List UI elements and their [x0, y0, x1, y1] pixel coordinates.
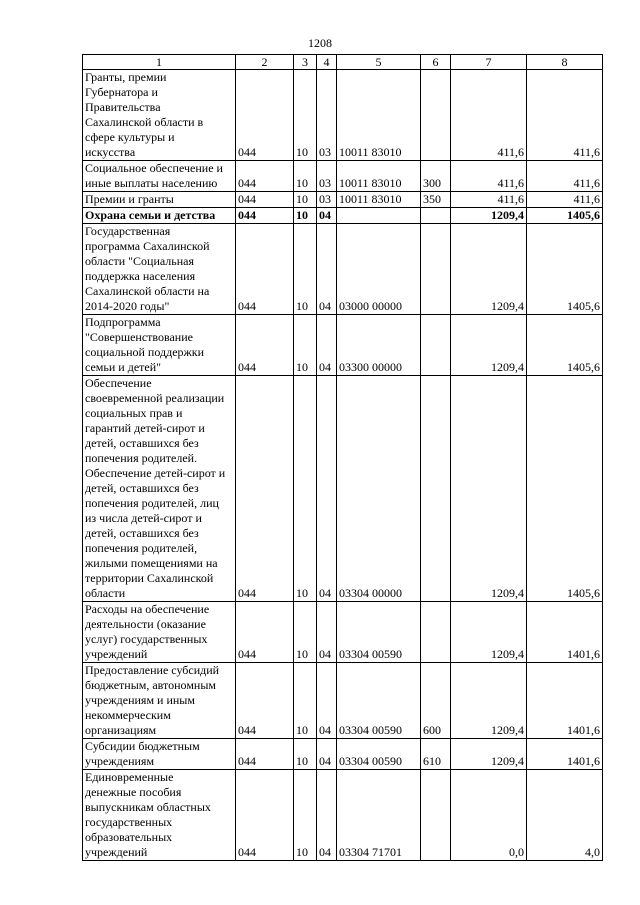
table-row [83, 602, 603, 663]
section-code-cell: 10 [294, 208, 317, 224]
ministry-code-cell: 044 [236, 208, 294, 224]
row-name-cell: Субсидии бюджетным учреждениям [83, 739, 236, 770]
table-row [83, 770, 603, 861]
target-article-code-cell [337, 208, 421, 224]
amount-year2-cell: 4,0 [527, 770, 603, 861]
ministry-code-cell: 044 [236, 315, 294, 376]
row-name-cell: Гранты, премии Губернатора и Правительства Сахалинской области в сфере культуры и искусства [83, 70, 236, 161]
amount-year2-cell: 1405,6 [527, 376, 603, 602]
table-header-row [83, 55, 603, 70]
table-row [83, 208, 603, 224]
table-row [83, 315, 603, 376]
expense-type-code-cell [421, 770, 451, 861]
target-article-code-cell: 03304 00590 [337, 739, 421, 770]
section-code-cell: 10 [294, 739, 317, 770]
ministry-code-cell: 044 [236, 770, 294, 861]
header-cell: 6 [421, 55, 451, 70]
amount-year2-cell: 1401,6 [527, 663, 603, 739]
table-row [83, 70, 603, 161]
expense-type-code-cell: 350 [421, 192, 451, 208]
amount-year1-cell: 1209,4 [451, 376, 527, 602]
amount-year1-cell: 411,6 [451, 161, 527, 192]
target-article-code-cell: 03304 71701 [337, 770, 421, 861]
table-row [83, 663, 603, 739]
amount-year2-cell: 1405,6 [527, 315, 603, 376]
amount-year2-cell: 1401,6 [527, 602, 603, 663]
table-body [83, 70, 603, 861]
row-name-cell: Обеспечение своевременной реализации социальных прав и гарантий детей-сирот и детей, оставшихся без попечения родителей. Обеспечение детей-сирот и детей, оставшихся без попечения родителей, лиц из числа детей-сирот и детей, оставшихся без попечения родителей, жилыми помещениями на территории Сахалинской области [83, 376, 236, 602]
target-article-code-cell: 03300 00000 [337, 315, 421, 376]
row-name-cell: Подпрограмма "Совершенствование социальной поддержки семьи и детей" [83, 315, 236, 376]
header-cell: 2 [236, 55, 294, 70]
header-cell: 3 [294, 55, 317, 70]
budget-table [82, 54, 603, 861]
amount-year1-cell: 0,0 [451, 770, 527, 861]
subsection-code-cell: 04 [317, 663, 337, 739]
amount-year1-cell: 411,6 [451, 70, 527, 161]
section-code-cell: 10 [294, 224, 317, 315]
row-name-cell: Предоставление субсидий бюджетным, автономным учреждениям и иным некоммерческим организациям [83, 663, 236, 739]
ministry-code-cell: 044 [236, 192, 294, 208]
amount-year1-cell: 1209,4 [451, 315, 527, 376]
table-row [83, 224, 603, 315]
row-name-cell: Премии и гранты [83, 192, 236, 208]
ministry-code-cell: 044 [236, 161, 294, 192]
subsection-code-cell: 03 [317, 70, 337, 161]
section-code-cell: 10 [294, 192, 317, 208]
amount-year1-cell: 1209,4 [451, 602, 527, 663]
table-row [83, 161, 603, 192]
subsection-code-cell: 04 [317, 770, 337, 861]
amount-year1-cell: 411,6 [451, 192, 527, 208]
ministry-code-cell: 044 [236, 602, 294, 663]
table-row [83, 376, 603, 602]
subsection-code-cell: 04 [317, 602, 337, 663]
target-article-code-cell: 10011 83010 [337, 161, 421, 192]
amount-year2-cell: 1401,6 [527, 739, 603, 770]
amount-year1-cell: 1209,4 [451, 208, 527, 224]
section-code-cell: 10 [294, 602, 317, 663]
header-cell: 5 [337, 55, 421, 70]
section-code-cell: 10 [294, 663, 317, 739]
expense-type-code-cell [421, 224, 451, 315]
expense-type-code-cell: 610 [421, 739, 451, 770]
subsection-code-cell: 04 [317, 315, 337, 376]
subsection-code-cell: 04 [317, 376, 337, 602]
section-code-cell: 10 [294, 376, 317, 602]
expense-type-code-cell [421, 376, 451, 602]
amount-year2-cell: 411,6 [527, 192, 603, 208]
ministry-code-cell: 044 [236, 224, 294, 315]
ministry-code-cell: 044 [236, 739, 294, 770]
section-code-cell: 10 [294, 315, 317, 376]
subsection-code-cell: 03 [317, 161, 337, 192]
row-name-cell: Охрана семьи и детства [83, 208, 236, 224]
page-number: 1208 [308, 36, 332, 50]
subsection-code-cell: 04 [317, 208, 337, 224]
ministry-code-cell: 044 [236, 663, 294, 739]
row-name-cell: Расходы на обеспечение деятельности (оказание услуг) государственных учреждений [83, 602, 236, 663]
target-article-code-cell: 03304 00590 [337, 602, 421, 663]
target-article-code-cell: 03000 00000 [337, 224, 421, 315]
subsection-code-cell: 03 [317, 192, 337, 208]
target-article-code-cell: 03304 00000 [337, 376, 421, 602]
section-code-cell: 10 [294, 161, 317, 192]
row-name-cell: Социальное обеспечение и иные выплаты населению [83, 161, 236, 192]
expense-type-code-cell [421, 70, 451, 161]
amount-year1-cell: 1209,4 [451, 663, 527, 739]
amount-year2-cell: 411,6 [527, 70, 603, 161]
target-article-code-cell: 10011 83010 [337, 192, 421, 208]
ministry-code-cell: 044 [236, 70, 294, 161]
amount-year1-cell: 1209,4 [451, 739, 527, 770]
expense-type-code-cell [421, 208, 451, 224]
expense-type-code-cell [421, 315, 451, 376]
expense-type-code-cell [421, 602, 451, 663]
expense-type-code-cell: 300 [421, 161, 451, 192]
target-article-code-cell: 10011 83010 [337, 70, 421, 161]
table-row [83, 739, 603, 770]
amount-year2-cell: 1405,6 [527, 224, 603, 315]
section-code-cell: 10 [294, 770, 317, 861]
subsection-code-cell: 04 [317, 224, 337, 315]
amount-year2-cell: 411,6 [527, 161, 603, 192]
table-row [83, 192, 603, 208]
header-cell: 8 [527, 55, 603, 70]
amount-year1-cell: 1209,4 [451, 224, 527, 315]
section-code-cell: 10 [294, 70, 317, 161]
header-cell: 7 [451, 55, 527, 70]
subsection-code-cell: 04 [317, 739, 337, 770]
header-cell: 1 [83, 55, 236, 70]
amount-year2-cell: 1405,6 [527, 208, 603, 224]
expense-type-code-cell: 600 [421, 663, 451, 739]
target-article-code-cell: 03304 00590 [337, 663, 421, 739]
row-name-cell: Государственная программа Сахалинской области "Социальная поддержка населения Сахалинской области на 2014-2020 годы" [83, 224, 236, 315]
ministry-code-cell: 044 [236, 376, 294, 602]
row-name-cell: Единовременные денежные пособия выпускникам областных государственных образовательных учреждений [83, 770, 236, 861]
header-cell: 4 [317, 55, 337, 70]
